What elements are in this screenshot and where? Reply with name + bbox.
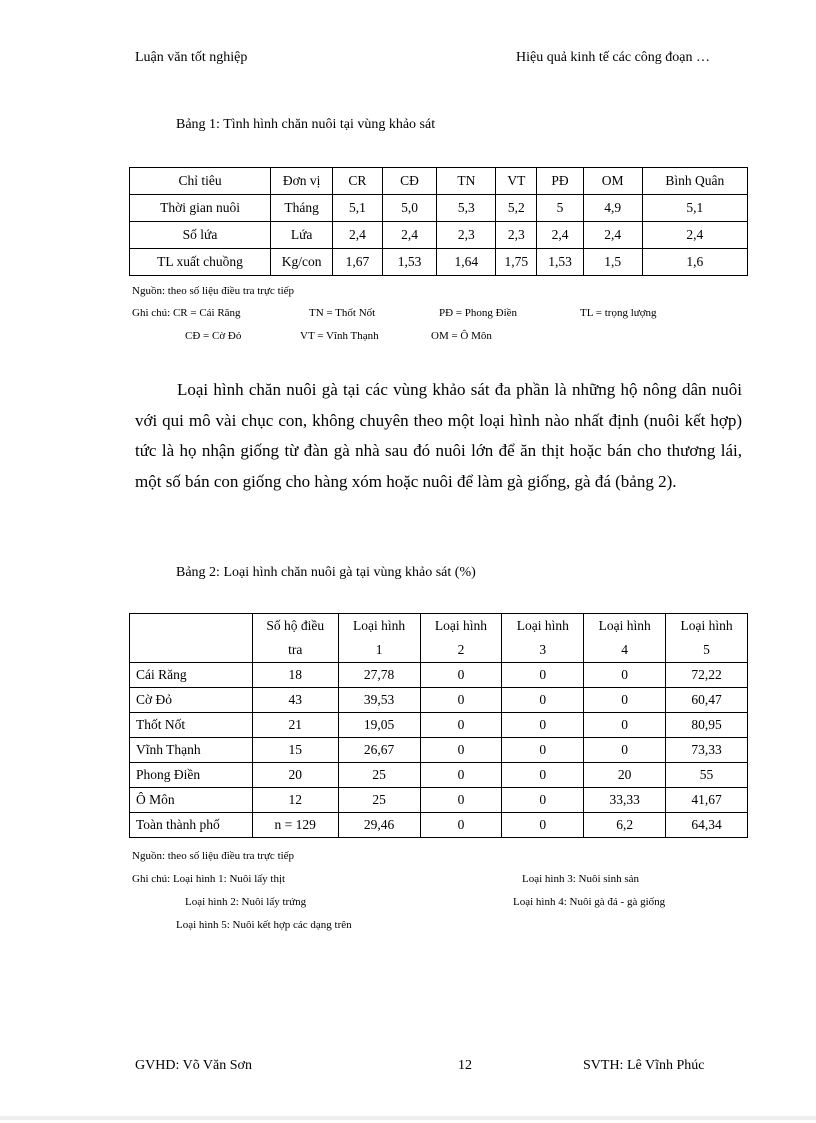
table2-header-line-2: 3 xyxy=(539,642,547,657)
table2-cell: 0 xyxy=(420,813,502,838)
table2-note-1: Ghi chú: Loại hình 1: Nuôi lấy thịt xyxy=(132,873,286,885)
table1-note-1: Ghi chú: CR = Cái Răng xyxy=(132,307,241,319)
table2-row xyxy=(130,813,748,838)
table1-header-cell: CĐ xyxy=(382,168,437,195)
table2-cell: 80,95 xyxy=(666,713,748,738)
table2-header-line-1: Số hộ điều xyxy=(266,618,325,633)
table2-source: Nguồn: theo số liệu điều tra trực tiếp xyxy=(132,850,295,862)
table1-cell: 1,64 xyxy=(437,249,496,276)
table2-cell: 60,47 xyxy=(666,688,748,713)
table2-header-cell xyxy=(584,614,666,663)
table2-cell: Vĩnh Thạnh xyxy=(130,738,253,763)
table2-cell: 73,33 xyxy=(666,738,748,763)
table1-cell: 2,3 xyxy=(496,222,537,249)
table1-cell: 5,2 xyxy=(496,195,537,222)
footer-right: SVTH: Lê Vĩnh Phúc xyxy=(583,1058,705,1073)
header-right: Hiệu quả kinh tế các công đoạn … xyxy=(516,50,710,65)
footer-left: GVHD: Võ Văn Sơn xyxy=(135,1058,252,1073)
table2 xyxy=(129,613,748,838)
table2-cell: 0 xyxy=(420,663,502,688)
table2-header-line-1: Loại hình xyxy=(516,618,569,633)
page-number: 12 xyxy=(458,1058,472,1073)
table2-cell: 0 xyxy=(502,713,584,738)
table1-caption: Bảng 1: Tình hình chăn nuôi tại vùng khảo sát xyxy=(176,117,436,132)
table1-header-cell: Chỉ tiêu xyxy=(130,168,271,195)
table2-header-line-1: Loại hình xyxy=(434,618,487,633)
table2-cell: Thốt Nốt xyxy=(130,713,253,738)
table2-header-cell xyxy=(338,614,420,663)
table1 xyxy=(129,167,748,276)
table2-cell: 21 xyxy=(252,713,338,738)
table2-header-cell xyxy=(130,614,253,663)
table1-source: Nguồn: theo số liệu điều tra trực tiếp xyxy=(132,285,295,297)
table2-header-line-2: 2 xyxy=(457,642,465,657)
table2-cell: 0 xyxy=(584,688,666,713)
table2-cell: 0 xyxy=(502,688,584,713)
table2-header-line-1: Loại hình xyxy=(680,618,733,633)
table1-cell: TL xuất chuồng xyxy=(130,249,271,276)
table2-header-cell xyxy=(252,614,338,663)
table1-cell: 2,3 xyxy=(437,222,496,249)
table2-row xyxy=(130,788,748,813)
table2-header-cell xyxy=(502,614,584,663)
table1-note-3: PĐ = Phong Điền xyxy=(439,307,518,319)
table2-header-cell xyxy=(420,614,502,663)
table2-row xyxy=(130,738,748,763)
table2-cell: Ô Môn xyxy=(130,788,253,813)
table1-note-2: TN = Thốt Nốt xyxy=(309,307,376,319)
table1-row xyxy=(130,195,748,222)
table1-cell: 2,4 xyxy=(382,222,437,249)
table2-cell: 0 xyxy=(420,688,502,713)
table2-cell: 64,34 xyxy=(666,813,748,838)
table2-header-row xyxy=(130,614,748,663)
table2-cell: 0 xyxy=(502,788,584,813)
table2-cell: Phong Điền xyxy=(130,763,253,788)
table1-cell: 5 xyxy=(537,195,583,222)
table2-row xyxy=(130,663,748,688)
table2-row xyxy=(130,713,748,738)
table1-cell: 5,0 xyxy=(382,195,437,222)
table2-cell: 41,67 xyxy=(666,788,748,813)
table2-header-line-1: Loại hình xyxy=(353,618,406,633)
table1-header-cell: Bình Quân xyxy=(642,168,747,195)
table1-header-cell: Đơn vị xyxy=(271,168,333,195)
table2-cell: 20 xyxy=(584,763,666,788)
table1-cell: 1,75 xyxy=(496,249,537,276)
table2-cell: 26,67 xyxy=(338,738,420,763)
table2-cell: 55 xyxy=(666,763,748,788)
table2-row xyxy=(130,688,748,713)
table1-cell: Thời gian nuôi xyxy=(130,195,271,222)
table1-header-cell: CR xyxy=(333,168,382,195)
table2-cell: 0 xyxy=(420,788,502,813)
table1-cell: 1,6 xyxy=(642,249,747,276)
table2-header-line-2: 1 xyxy=(375,642,383,657)
table2-header-line-2: 4 xyxy=(621,642,629,657)
table2-note-5: Loại hình 5: Nuôi kết hợp các dạng trên xyxy=(176,919,352,931)
table2-cell: 39,53 xyxy=(338,688,420,713)
table1-cell: Lứa xyxy=(271,222,333,249)
table2-note-2: Loại hình 3: Nuôi sinh sản xyxy=(522,873,640,885)
table2-row xyxy=(130,763,748,788)
bottom-edge xyxy=(0,1116,816,1120)
table1-cell: 5,1 xyxy=(642,195,747,222)
table2-cell: 0 xyxy=(420,738,502,763)
table1-cell: 1,53 xyxy=(382,249,437,276)
table1-note-6: VT = Vĩnh Thạnh xyxy=(300,330,379,342)
table2-cell: 33,33 xyxy=(584,788,666,813)
table1-cell: Kg/con xyxy=(271,249,333,276)
table2-cell: 18 xyxy=(252,663,338,688)
table2-note-3: Loại hình 2: Nuôi lấy trứng xyxy=(185,896,307,908)
table2-cell: 0 xyxy=(584,738,666,763)
table2-cell: Cờ Đỏ xyxy=(130,688,253,713)
table2-cell: Cái Răng xyxy=(130,663,253,688)
table2-cell: 0 xyxy=(420,713,502,738)
table1-cell: 4,9 xyxy=(583,195,642,222)
table2-cell: 0 xyxy=(502,813,584,838)
table2-cell: 6,2 xyxy=(584,813,666,838)
table1-note-5: CĐ = Cờ Đỏ xyxy=(185,330,242,342)
table1-note-7: OM = Ô Môn xyxy=(431,330,492,342)
table1-cell: 2,4 xyxy=(537,222,583,249)
table1-header-cell: VT xyxy=(496,168,537,195)
table1-header-cell: PĐ xyxy=(537,168,583,195)
table1-cell: 2,4 xyxy=(333,222,382,249)
table2-header-line-2: tra xyxy=(288,642,303,657)
table1-cell: 1,5 xyxy=(583,249,642,276)
body-paragraph xyxy=(135,375,742,497)
table2-header-cell xyxy=(666,614,748,663)
table2-cell: Toàn thành phố xyxy=(130,813,253,838)
table2-cell: 72,22 xyxy=(666,663,748,688)
table2-caption: Bảng 2: Loại hình chăn nuôi gà tại vùng khảo sát (%) xyxy=(176,565,476,580)
table1-cell: Tháng xyxy=(271,195,333,222)
table2-cell: 12 xyxy=(252,788,338,813)
table2-header-line-1: Loại hình xyxy=(598,618,651,633)
table2-cell: 20 xyxy=(252,763,338,788)
table1-header-cell: TN xyxy=(437,168,496,195)
table1-cell: 1,67 xyxy=(333,249,382,276)
table1-cell: 2,4 xyxy=(583,222,642,249)
table1-cell: 5,3 xyxy=(437,195,496,222)
table1-cell: Số lứa xyxy=(130,222,271,249)
table2-cell: n = 129 xyxy=(252,813,338,838)
table2-note-4: Loại hình 4: Nuôi gà đá - gà giống xyxy=(513,896,666,908)
table2-cell: 25 xyxy=(338,763,420,788)
table1-cell: 1,53 xyxy=(537,249,583,276)
table2-cell: 0 xyxy=(584,663,666,688)
table1-row xyxy=(130,249,748,276)
table2-cell: 29,46 xyxy=(338,813,420,838)
table2-cell: 0 xyxy=(420,763,502,788)
table2-cell: 43 xyxy=(252,688,338,713)
table1-cell: 2,4 xyxy=(642,222,747,249)
table1-row xyxy=(130,222,748,249)
table2-header-line-2: 5 xyxy=(703,642,710,657)
table2-cell: 19,05 xyxy=(338,713,420,738)
table1-header-row xyxy=(130,168,748,195)
table2-cell: 0 xyxy=(502,763,584,788)
table1-cell: 5,1 xyxy=(333,195,382,222)
table2-cell: 27,78 xyxy=(338,663,420,688)
table1-note-4: TL = trọng lượng xyxy=(580,307,657,319)
table2-cell: 25 xyxy=(338,788,420,813)
table2-cell: 0 xyxy=(584,713,666,738)
body-paragraph-text: Loại hình chăn nuôi gà tại các vùng khảo sát đa phần là những hộ nông dân nuôi với qui mô vài chục con, không chuyên theo một loại hình nào nhất định (nuôi kết hợp) tức là họ nhận giống từ đàn gà nhà sau đó nuôi lớn để ăn thịt hoặc bán cho thương lái, một số bán con giống cho hàng xóm hoặc nuôi để làm gà giống, gà đá (bảng 2). xyxy=(135,380,742,491)
table2-cell: 15 xyxy=(252,738,338,763)
header-left: Luận văn tốt nghiệp xyxy=(135,50,248,65)
table2-cell: 0 xyxy=(502,738,584,763)
table1-header-cell: OM xyxy=(583,168,642,195)
table2-cell: 0 xyxy=(502,663,584,688)
